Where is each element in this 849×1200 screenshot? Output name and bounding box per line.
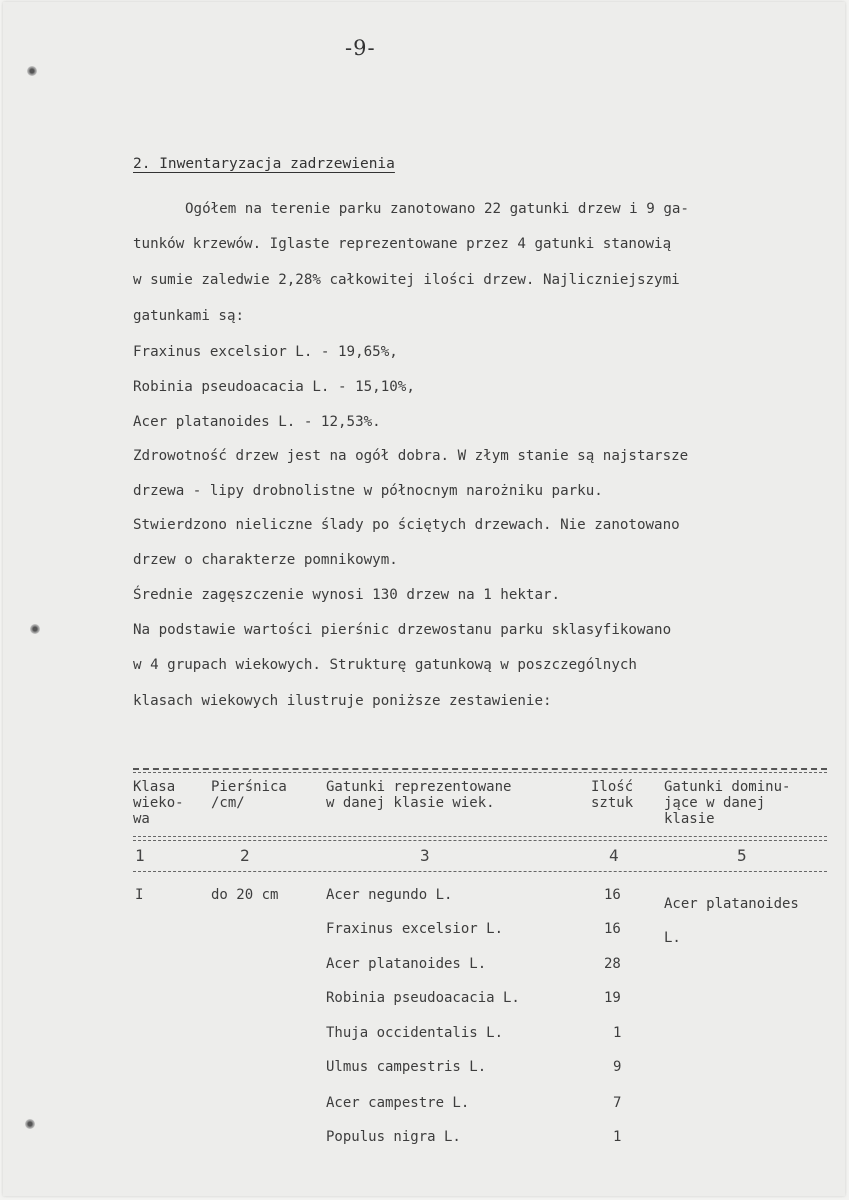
column-number: 5 (737, 846, 747, 865)
text-line: Fraxinus excelsior L. - 19,65%, (133, 344, 398, 360)
text-line: Ogółem na terenie parku zanotowano 22 gatunki drzew i 9 ga- (185, 201, 689, 217)
column-number: 2 (240, 846, 250, 865)
group-dbh: do 20 cm (211, 887, 279, 903)
count-cell: 7 (613, 1095, 622, 1111)
header-dbh: Pierśnica /cm/ (211, 779, 287, 811)
punch-hole-bottom (25, 1119, 35, 1129)
species-cell: Acer campestre L. (326, 1095, 470, 1111)
count-cell: 16 (604, 887, 621, 903)
count-cell: 1 (613, 1129, 622, 1145)
species-cell: Acer platanoides L. (326, 956, 487, 972)
column-number: 1 (135, 846, 145, 865)
table-top-rule-inner (133, 772, 827, 773)
text-line: tunków krzewów. Iglaste reprezentowane przez 4 gatunki stanowią (133, 236, 672, 252)
header-rule (133, 836, 827, 837)
text-line: Robinia pseudoacacia L. - 15,10%, (133, 379, 415, 395)
text-line: klasach wiekowych ilustruje poniższe zestawienie: (133, 693, 552, 709)
text-line: gatunkami są: (133, 308, 245, 324)
species-cell: Populus nigra L. (326, 1129, 461, 1145)
table-top-rule (133, 768, 827, 770)
count-cell: 28 (604, 956, 621, 972)
species-cell: Ulmus campestris L. (326, 1059, 487, 1075)
header-species: Gatunki reprezentowane w danej klasie wiek. (326, 779, 512, 811)
text-line: Na podstawie wartości pierśnic drzewostanu parku sklasyfikowano (133, 622, 672, 638)
count-cell: 19 (604, 990, 621, 1006)
text-line: Stwierdzono nieliczne ślady po ściętych drzewach. Nie zanotowano (133, 517, 680, 533)
species-cell: Fraxinus excelsior L. (326, 921, 504, 937)
count-cell: 9 (613, 1059, 622, 1075)
text-line: Średnie zagęszczenie wynosi 130 drzew na 1 hektar. (133, 587, 561, 603)
species-cell: Thuja occidentalis L. (326, 1025, 504, 1041)
count-cell: 1 (613, 1025, 622, 1041)
column-number: 3 (420, 846, 430, 865)
group-dominant: Acer platanoides L. (664, 896, 799, 946)
column-number-rule (133, 871, 827, 872)
count-cell: 16 (604, 921, 621, 937)
header-class: Klasa wieko- wa (133, 779, 184, 827)
text-line: drzew o charakterze pomnikowym. (133, 552, 398, 568)
header-count: Ilość sztuk (591, 779, 634, 811)
group-class: I (135, 887, 144, 903)
text-line: Acer platanoides L. - 12,53%. (133, 414, 381, 430)
page-number: -9- (345, 36, 376, 60)
text-line: w sumie zaledwie 2,28% całkowitej ilości drzew. Najliczniejszymi (133, 272, 680, 288)
punch-hole-middle (30, 624, 40, 634)
punch-hole-top (27, 66, 37, 76)
column-number: 4 (609, 846, 619, 865)
text-line: w 4 grupach wiekowych. Strukturę gatunkową w poszczególnych (133, 657, 637, 673)
text-line: drzewa - lipy drobnolistne w północnym narożniku parku. (133, 483, 603, 499)
header-rule-inner (133, 840, 827, 841)
section-heading: 2. Inwentaryzacja zadrzewienia (133, 156, 395, 172)
header-dominant: Gatunki dominu- jące w danej klasie (664, 779, 791, 827)
species-cell: Acer negundo L. (326, 887, 453, 903)
text-line: Zdrowotność drzew jest na ogół dobra. W złym stanie są najstarsze (133, 448, 689, 464)
species-cell: Robinia pseudoacacia L. (326, 990, 520, 1006)
